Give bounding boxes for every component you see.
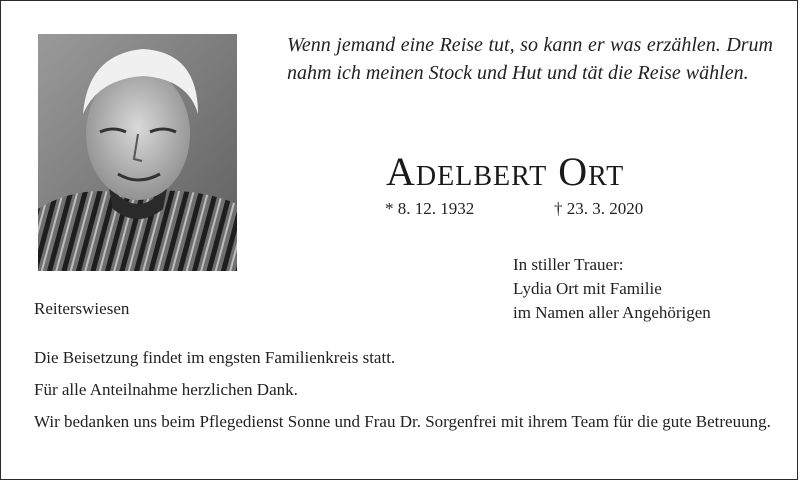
footer-text — [34, 346, 774, 442]
place-name: Reiterswiesen — [34, 299, 130, 318]
funeral-notice: Die Beisetzung findet im engsten Familienkreis statt. — [34, 348, 396, 367]
death-date: † 23. 3. 2020 — [554, 199, 644, 218]
mourners-line: im Namen aller Angehörigen — [513, 303, 711, 322]
thanks-text: Für alle Anteilnahme herzlichen Dank. — [34, 380, 298, 399]
memorial-quote: Wenn jemand eine Reise tut, so kann er was erzählen. Drum nahm ich meinen Stock und Hut und tät die Reise wählen. — [287, 34, 773, 84]
deceased-name: Adelbert Ort — [386, 149, 625, 194]
portrait-photo — [38, 34, 237, 271]
birth-date: * 8. 12. 1932 — [385, 199, 475, 218]
mourners-block — [513, 253, 711, 325]
mourners-line: Lydia Ort mit Familie — [513, 279, 662, 298]
acknowledgement-text: Wir bedanken uns beim Pflegedienst Sonne und Frau Dr. Sorgenfrei mit ihrem Team für die gute Betreuung. — [34, 412, 771, 431]
mourners-line: In stiller Trauer: — [513, 255, 624, 274]
